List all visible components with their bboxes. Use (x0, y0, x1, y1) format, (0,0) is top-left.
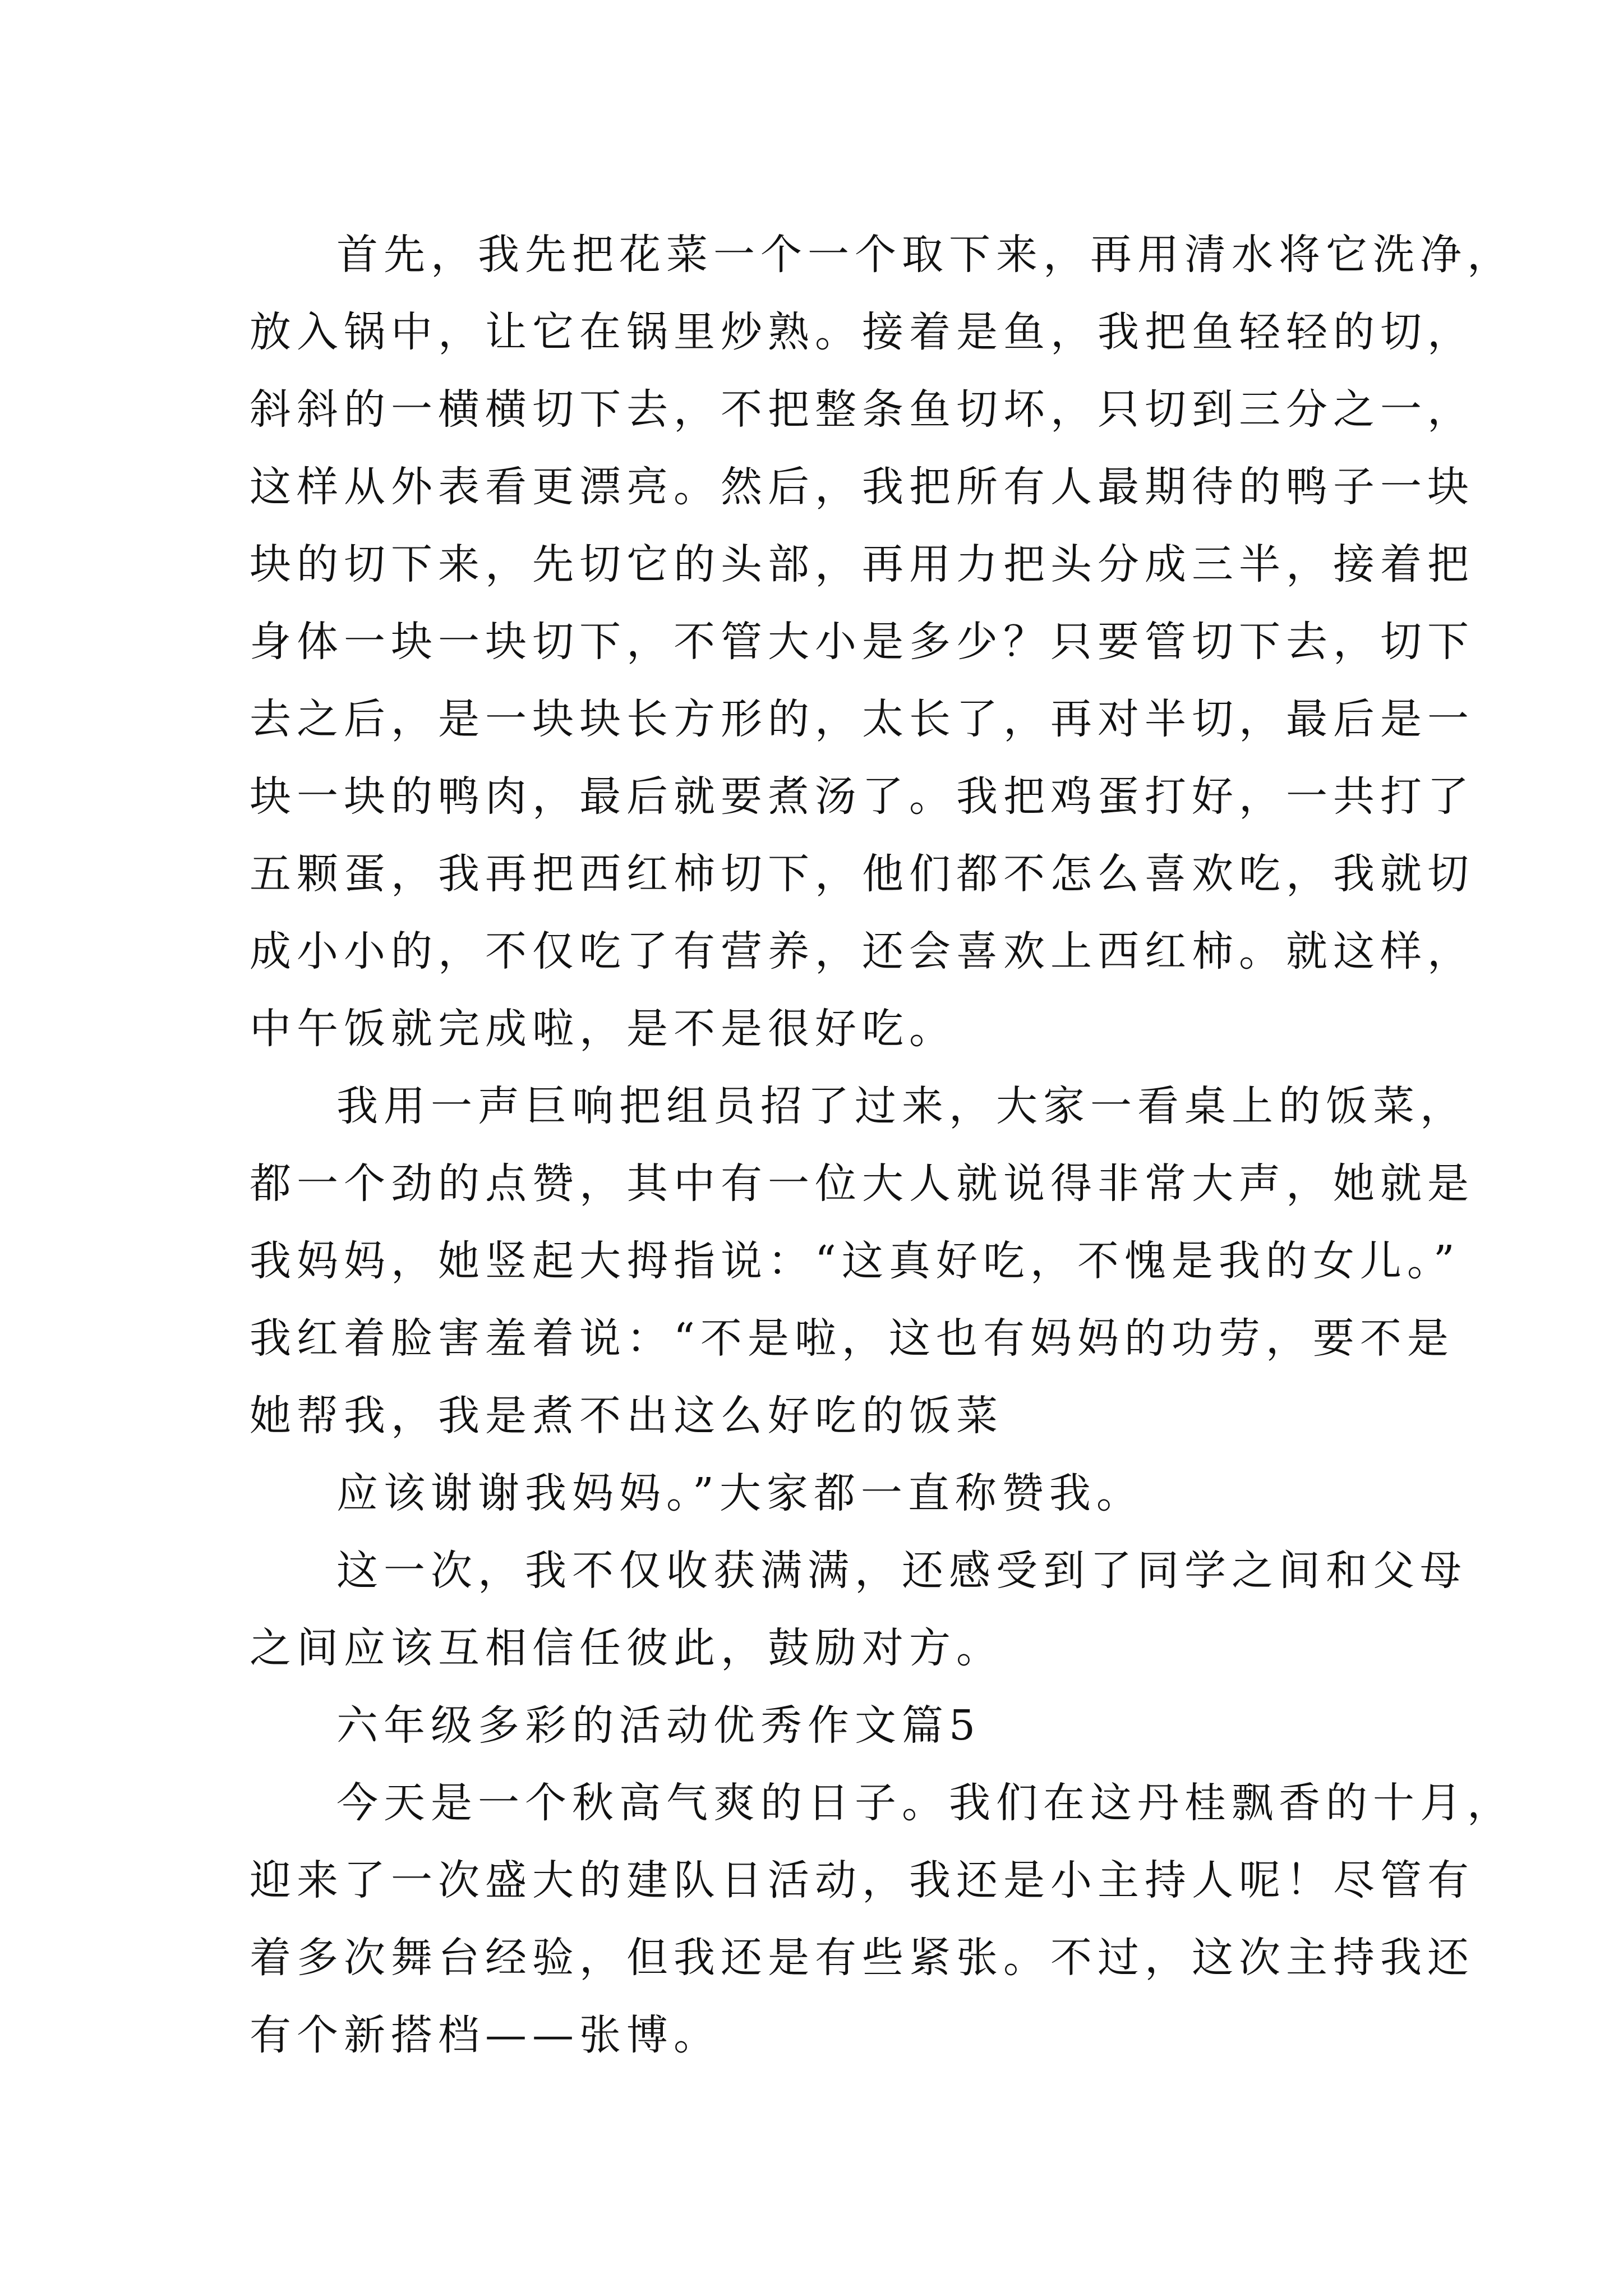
text-line: 去之后，是一块块长方形的，太长了，再对半切，最后是一 (250, 695, 1474, 743)
text-line: 块的切下来，先切它的头部，再用力把头分成三半，接着把 (250, 540, 1474, 588)
text-line: 这样从外表看更漂亮。然后，我把所有人最期待的鸭子一块 (250, 463, 1474, 511)
text-line: 之间应该互相信任彼此，鼓励对方。 (250, 1624, 1003, 1672)
text-line: 今天是一个秋高气爽的日子。我们在这丹桂飘香的十月， (336, 1779, 1514, 1827)
section-heading: 六年级多彩的活动优秀作文篇5 (336, 1701, 981, 1750)
text-line: 斜斜的一横横切下去，不把整条鱼切坏，只切到三分之一， (250, 385, 1474, 434)
text-line: 身体一块一块切下，不管大小是多少？只要管切下去，切下 (250, 618, 1474, 666)
text-line: 首先，我先把花菜一个一个取下来，再用清水将它洗净， (336, 231, 1514, 279)
text-line: 五颗蛋，我再把西红柿切下，他们都不怎么喜欢吃，我就切 (250, 850, 1474, 898)
text-line: 她帮我，我是煮不出这么好吃的饭菜 (250, 1392, 1003, 1440)
text-line: 放入锅中，让它在锅里炒熟。接着是鱼，我把鱼轻轻的切， (250, 308, 1474, 356)
text-line: 成小小的，不仅吃了有营养，还会喜欢上西红柿。就这样， (250, 927, 1474, 976)
text-line: 我红着脸害羞着说：“不是啦，这也有妈妈的功劳，要不是 (250, 1314, 1454, 1363)
text-line: 着多次舞台经验，但我还是有些紧张。不过，这次主持我还 (250, 1934, 1474, 1982)
text-line: 这一次，我不仅收获满满，还感受到了同学之间和父母 (336, 1547, 1467, 1595)
text-line: 应该谢谢我妈妈。”大家都一直称赞我。 (336, 1469, 1144, 1517)
text-line: 块一块的鸭肉，最后就要煮汤了。我把鸡蛋打好，一共打了 (250, 772, 1474, 821)
text-line: 中午饭就完成啦，是不是很好吃。 (250, 1005, 956, 1053)
essay-text (250, 216, 1514, 2074)
text-line: 我妈妈，她竖起大拇指说：“这真好吃，不愧是我的女儿。” (250, 1237, 1460, 1285)
text-line: 迎来了一次盛大的建队日活动，我还是小主持人呢！尽管有 (250, 1856, 1474, 1904)
text-line: 都一个劲的点赞，其中有一位大人就说得非常大声，她就是 (250, 1159, 1474, 1208)
text-line: 有个新搭档——张博。 (250, 2011, 721, 2059)
text-line: 我用一声巨响把组员招了过来，大家一看桌上的饭菜， (336, 1082, 1467, 1130)
